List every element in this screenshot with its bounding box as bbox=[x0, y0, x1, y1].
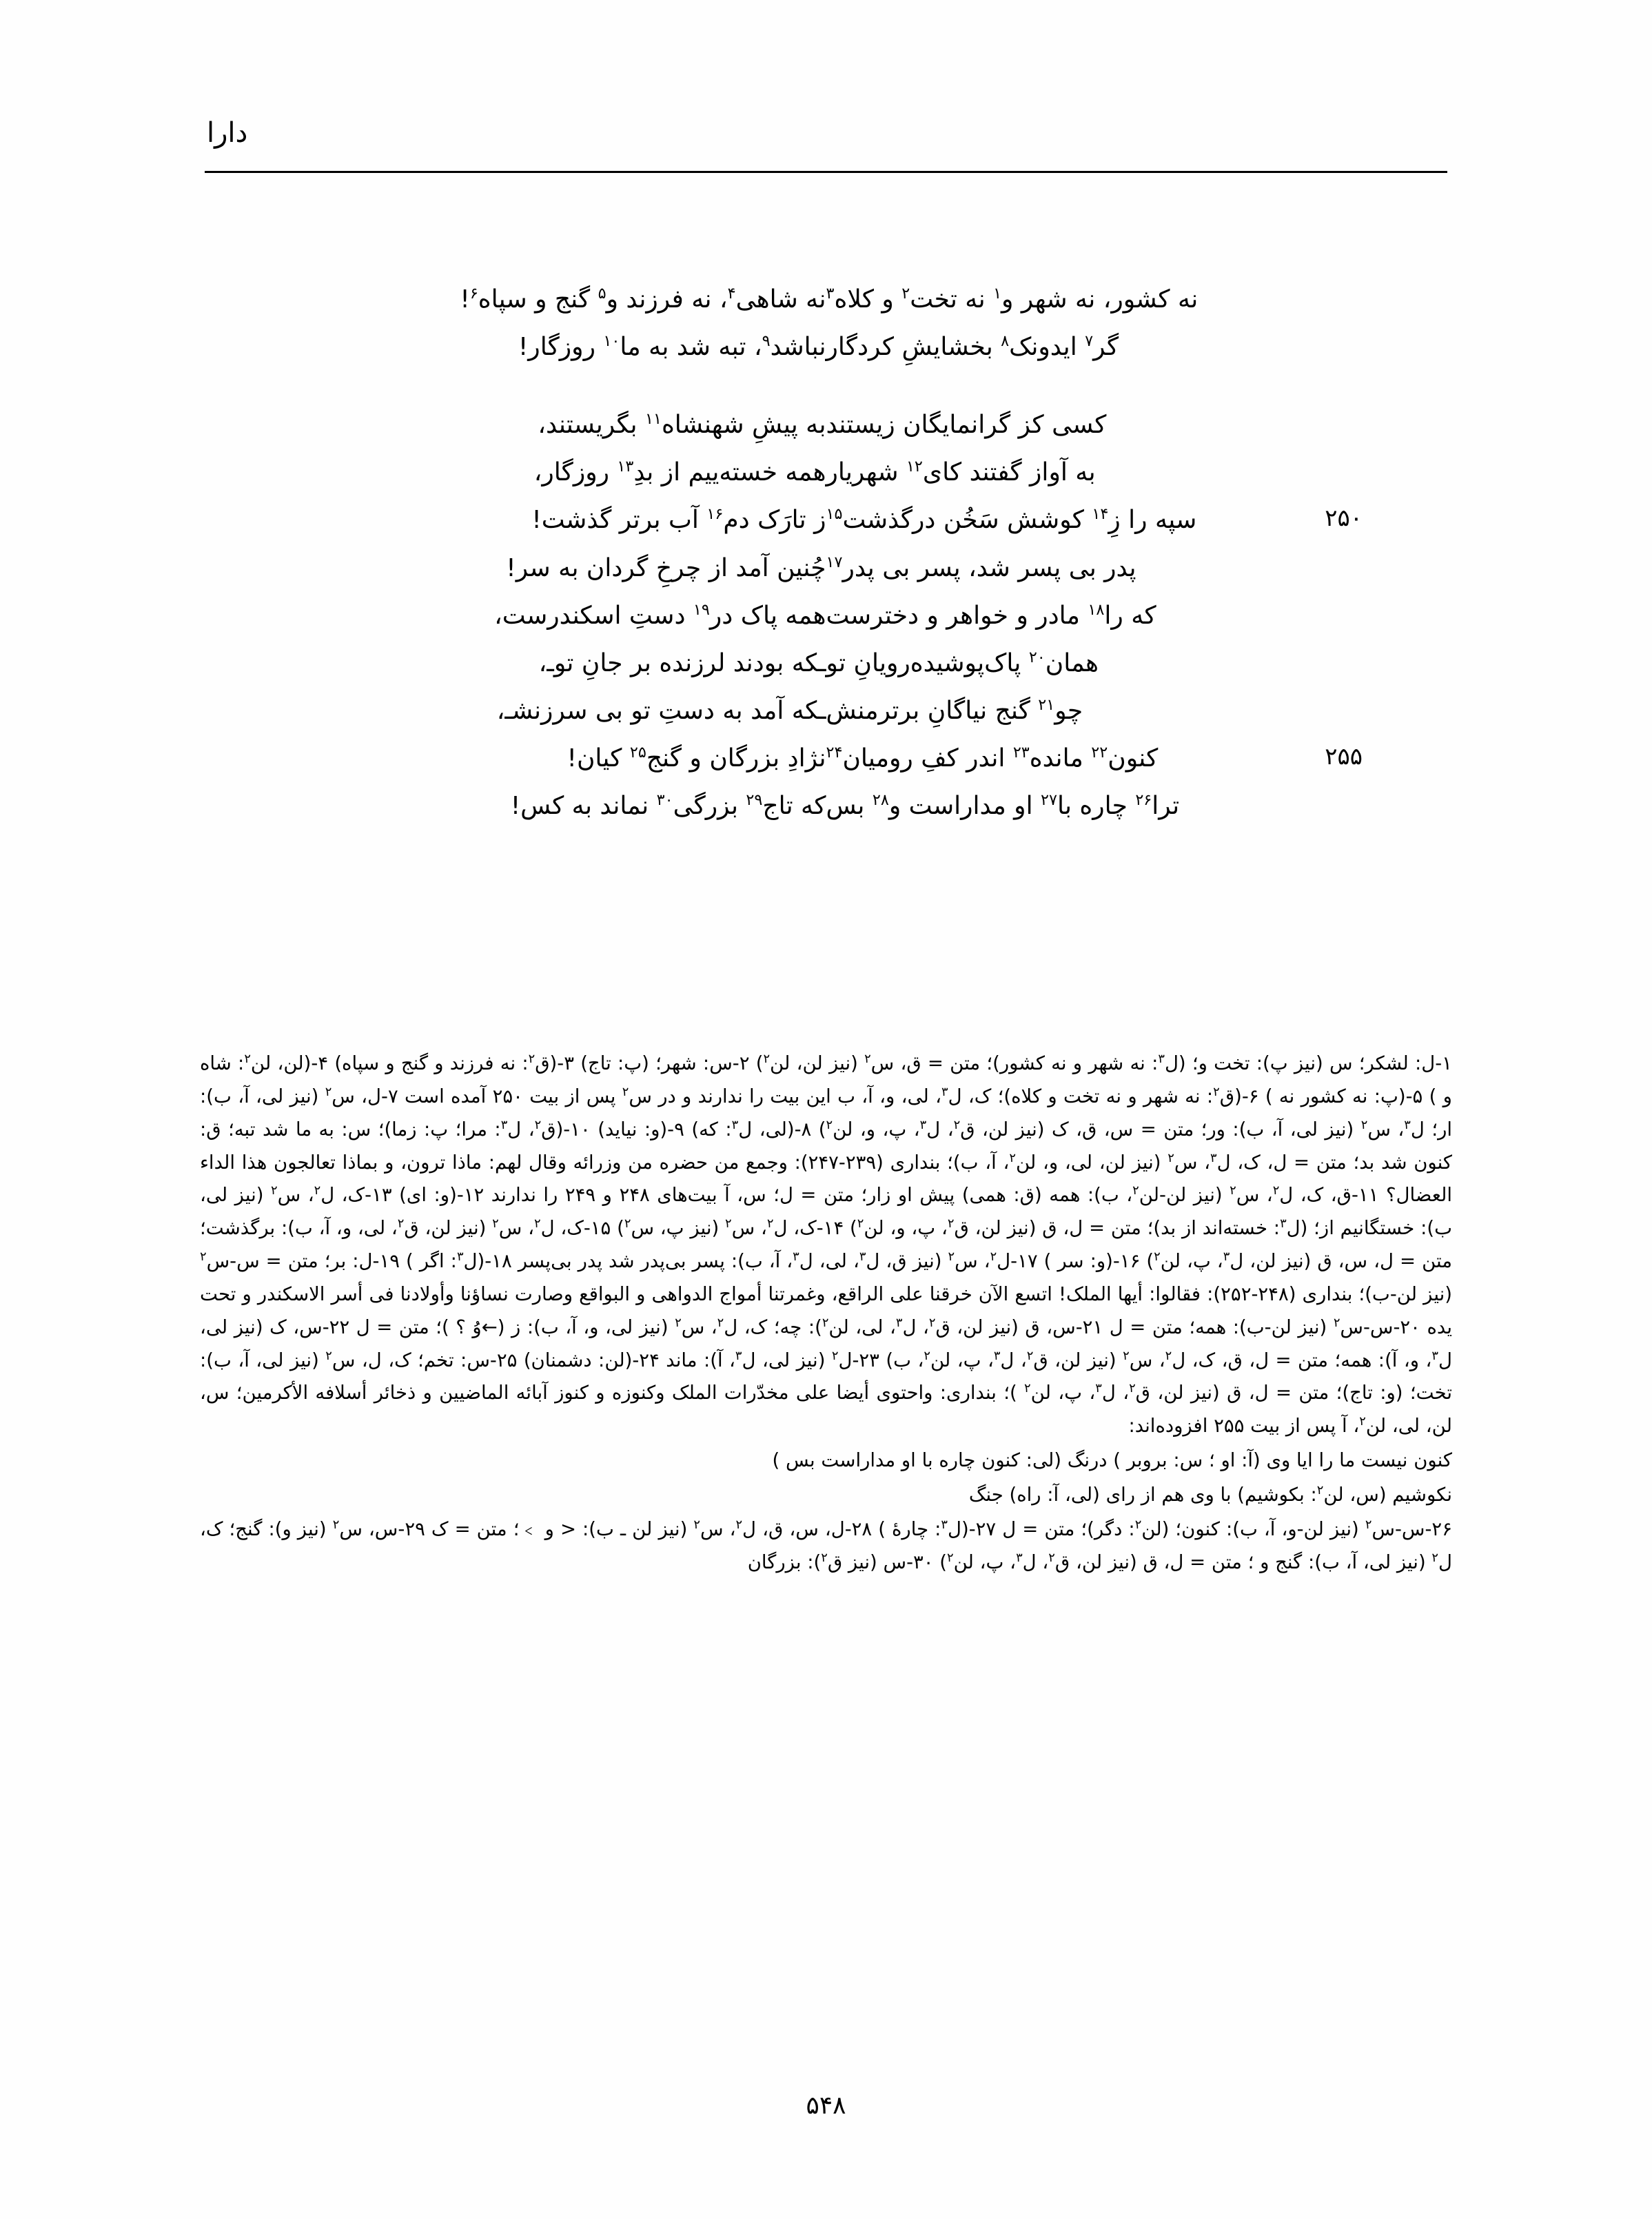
hemistich-first bbox=[826, 544, 1363, 592]
running-title: دارا bbox=[207, 117, 248, 149]
hemistich-first bbox=[826, 592, 1363, 640]
hemistich-first bbox=[826, 782, 1363, 830]
hemistich-second bbox=[289, 276, 826, 323]
folio-number: ۵۴۸ bbox=[806, 2092, 846, 2120]
apparatus-paragraph: ۱-ل: لشکر؛ س (نیز پ): تخت و؛ (ل$^۳$: نه شهر و نه کشور)؛ متن = ق، س$^۲$ (نیز لن، لن$^۲$) ۲-س: شهر؛ (پ: تاج) ۳-(ق$^۲$: نه فرزند و گنج و سپاه) ۴-(لن، لن$^۲$: شاه و ) ۵-(پ: نه کشور نه ) ۶-(ق$^۲$: نه شهر و نه تخت و کلاه)؛ ک، ل$^۳$، لی، و، آ، ب این بیت را ندارند و در س$^۲$ پس از بیت ۲۵۰ آمده است ۷-ل، س$^۲$ (نیز لی، آ، ب): ار؛ ل$^۳$، س$^۲$ (نیز لی، آ، ب): ور؛ متن = س، ق، ک (نیز لن، ق$^۲$، ل$^۳$، پ، و، لن$^۲$) ۸-(لی، ل$^۳$: که) ۹-(و: نیاید) ۱۰-(ق$^۲$، ل$^۳$: مرا؛ پ: زما)؛ س: به ما شد تبه؛ ق: کنون شد بد؛ متن = ل، ک، ل$^۳$، س$^۲$ (نیز لن، لی، و، لن$^۲$، آ، ب)؛ بنداری (۲۳۹-۲۴۷): وجمع من حضره من وزرائه وقال لهم: ماذا ترون، و بماذا تعالجون هذا الداء العضال؟ ۱۱-ق، ک، ل$^۲$، س$^۲$ (نیز لن-لن$^۲$، ب): همه (ق: همی) پیش او زار؛ متن = ل؛ س، آ بیت‌های ۲۴۸ و ۲۴۹ را ندارند ۱۲-(و: ای) ۱۳-ک، ل$^۲$، س$^۲$ (نیز لی، ب): خستگانیم از؛ (ل$^۳$: خسته‌اند از بد)؛ متن = ل، ق (نیز لن، ق$^۲$، پ، و، لن$^۲$) ۱۴-ک، ل$^۲$، س$^۲$ (نیز پ، س$^۲$) ۱۵-ک، ل$^۲$، س$^۲$ (نیز لن، ق$^۲$، لی، و، آ، ب): برگذشت؛ متن = ل، س، ق (نیز لن، ل$^۳$، پ، لن$^۲$) ۱۶-(و: سر ) ۱۷-ل$^۲$، س$^۲$ (نیز ق، ل$^۳$، لی، ل$^۳$، آ، ب): پسر بی‌پدر شد پدر بی‌پسر ۱۸-(ل$^۳$: اگر ) ۱۹-ل: بر؛ متن = س-س$^۲$ (نیز لن-ب)؛ بنداری (۲۴۸-۲۵۲): فقالوا: أیها الملک! اتسع الآن خرقنا علی الراقع، وغمرتنا أمواج الدواهی و البواقع وصارت نساؤنا وأولادنا فی أسر الاسکندر و تحت یده ۲۰-س-س$^۲$ (نیز لن-ب): همه؛ متن = ل ۲۱-س، ق (نیز لن، ق$^۲$، ل$^۳$، لی، لن$^۲$): چه؛ ک، ل$^۲$، س$^۲$ (نیز لی، و، آ، ب): ز (←وُ ؟ )؛ متن = ل ۲۲-س، ک (نیز لی، ل$^۳$، و، آ): همه؛ متن = ل، ق، ک، ل$^۲$، س$^۲$ (نیز لن، ق$^۲$، ل$^۳$، پ، لن$^۲$، ب) ۲۳-ل$^۲$ (نیز لی، ل$^۳$، آ): ماند ۲۴-(لن: دشمنان) ۲۵-س: تخم؛ ک، ل، س$^۲$ (نیز لی، آ، ب): تخت؛ (و: تاج)؛ متن = ل، ق (نیز لن، ق$^۲$، ل$^۳$، پ، لن$^۲$ )؛ بنداری: واحتوی أیضا علی مخدّرات الملک وکنوزه و کنوز آبائه الماضیین و ذخائر أسلافه الأکرمین؛ س، لن، لی، لن$^۲$، آ پس از بیت ۲۵۵ افزوده‌اند: bbox=[200, 1051, 1453, 1438]
hemistich-text: ـکه آمد به دستِ تو بی سرزنشـ، bbox=[496, 696, 826, 725]
hemistich-text: ـکه بودند لرزنده بر جانِ توـ، bbox=[538, 648, 826, 677]
hemistich-first bbox=[826, 496, 1363, 544]
hemistich-second bbox=[289, 592, 826, 640]
hemistich-first bbox=[826, 735, 1363, 782]
hemistich-second bbox=[289, 782, 826, 830]
couplet-row bbox=[289, 782, 1363, 830]
hemistich-text: چُنین آمد از چرخِ گردان به سر! bbox=[506, 553, 826, 582]
critical-apparatus bbox=[200, 1047, 1452, 1581]
hemistich-text: چو$^{۲۱}$ گنج نیاگانِ برترمنش bbox=[826, 695, 1083, 725]
apparatus-paragraph: ۲۶-س-س$^۲$ (نیز لن-و، آ، ب): کنون؛ (لن$^۲$: دگر)؛ متن = ل ۲۷-(ل$^۳$: چارهٔ ) ۲۸-ل، س، ق، ل$^۲$، س$^۲$ (نیز لن ـ ب): < و ﹥؛ متن = ک ۲۹-س، س$^۲$ (نیز و): گنج؛ ک، ل$^۲$ (نیز لی، آ، ب): گنج و ؛ متن = ل، ق (نیز لن، ق$^۲$، ل$^۳$، پ، لن$^۲$) ۳۰-س (نیز ق$^۲$): بزرگان bbox=[200, 1517, 1452, 1573]
hemistich-first bbox=[826, 323, 1363, 401]
hemistich-second bbox=[289, 323, 826, 401]
hemistich-text: همه پاک در$^{۱۹}$ دستِ اسکندرست، bbox=[494, 600, 826, 630]
hemistich-second bbox=[289, 496, 826, 544]
bayt-number bbox=[1350, 401, 1363, 449]
couplet-row bbox=[289, 592, 1363, 640]
hemistich-text: گر$^۷$ ایدونک$^۸$ بخشایشِ کردگار bbox=[826, 332, 1119, 362]
hemistich-text: پدر بی پسر شد، پسر بی پدر$^{۱۷}$ bbox=[826, 553, 1136, 582]
hemistich-text: ترا$^{۲۶}$ چاره با$^{۲۷}$ او مداراست و$^{۲۸}$ بس bbox=[826, 791, 1180, 821]
couplet-row bbox=[289, 323, 1363, 401]
hemistich-text: به آواز گفتند کای$^{۱۲}$ شهریار bbox=[826, 458, 1096, 487]
hemistich-first bbox=[826, 687, 1363, 735]
hemistich-second bbox=[289, 449, 826, 496]
hemistich-text: کسی کز گرانمایگان زیستند bbox=[826, 411, 1107, 440]
header-divider-rule bbox=[205, 171, 1447, 173]
page-header bbox=[207, 117, 1445, 149]
hemistich-text: نباشد$^۹$، تبه شد به ما$^{۱۰}$ روزگار! bbox=[518, 332, 826, 362]
verse-block bbox=[289, 276, 1363, 830]
hemistich-text: کنون$^{۲۲}$ مانده$^{۲۳}$ اندر کفِ رومیان$^{۲۴}$ bbox=[826, 743, 1159, 773]
couplet-table-body bbox=[289, 276, 1363, 830]
couplet-row bbox=[289, 687, 1363, 735]
bayt-number: ۲۵۰ bbox=[1325, 504, 1363, 533]
hemistich-text: به پیشِ شهنشاه$^{۱۱}$ بگریستند، bbox=[538, 410, 826, 440]
hemistich-text: نژادِ بزرگان و گنج$^{۲۵}$ کیان! bbox=[567, 743, 826, 773]
hemistich-second bbox=[289, 401, 826, 449]
bayt-number bbox=[1350, 449, 1363, 496]
bayt-number: ۲۵۵ bbox=[1325, 742, 1363, 770]
bayt-number bbox=[1350, 687, 1363, 735]
hemistich-text: همان$^{۲۰}$ پاک‌پوشیده‌رویانِ تو bbox=[826, 648, 1099, 677]
hemistich-text: ز تارَک دم$^{۱۶}$ آب برتر گذشت! bbox=[531, 505, 826, 535]
apparatus-paragraph: نکوشیم (س، لن$^۲$: بکوشیم) با وی هم از رای (لی، آ: راه) جنگ bbox=[968, 1482, 1452, 1506]
couplet-row bbox=[289, 640, 1363, 687]
couplet-row bbox=[289, 401, 1363, 449]
hemistich-first bbox=[826, 640, 1363, 687]
couplet-row bbox=[289, 544, 1363, 592]
bayt-number bbox=[1350, 544, 1363, 592]
hemistich-second bbox=[289, 640, 826, 687]
bayt-number bbox=[1350, 323, 1363, 371]
couplet-row bbox=[289, 276, 1363, 323]
couplet-row bbox=[289, 735, 1363, 782]
hemistich-second bbox=[289, 544, 826, 592]
hemistich-text: نه کشور، نه شهر و$^۱$ نه تخت$^۲$ و کلاه$^۳$ bbox=[826, 285, 1199, 314]
hemistich-text: نه شاهی$^۴$، نه فرزند و$^۵$ گنج و سپاه$^۶$! bbox=[460, 285, 826, 314]
hemistich-second bbox=[289, 735, 826, 782]
apparatus-paragraph: کنون نیست ما را ایا وی (آ: او ؛ س: بروبر ) درنگ (لی: کنون چاره با او مداراست بس ) bbox=[772, 1449, 1452, 1472]
hemistich-first bbox=[826, 401, 1363, 449]
hemistich-text: که تاج$^{۲۹}$ بزرگی$^{۳۰}$ نماند به کس! bbox=[510, 791, 826, 821]
couplet-table bbox=[289, 276, 1363, 830]
hemistich-first bbox=[826, 449, 1363, 496]
couplet-row bbox=[289, 449, 1363, 496]
bayt-number bbox=[1350, 276, 1363, 323]
couplet-row bbox=[289, 496, 1363, 544]
bayt-number bbox=[1350, 592, 1363, 640]
hemistich-second bbox=[289, 687, 826, 735]
bayt-number bbox=[1350, 640, 1363, 687]
hemistich-first bbox=[826, 276, 1363, 323]
hemistich-text: که را$^{۱۸}$ مادر و خواهر و دخترست bbox=[826, 600, 1156, 630]
hemistich-text: سپه را زِ$^{۱۴}$ کوشش سَخُن درگذشت$^{۱۵}$ bbox=[826, 505, 1197, 535]
bayt-number bbox=[1350, 782, 1363, 830]
hemistich-text: همه خسته‌ییم از بدِ$^{۱۳}$ روزگار، bbox=[533, 458, 826, 487]
